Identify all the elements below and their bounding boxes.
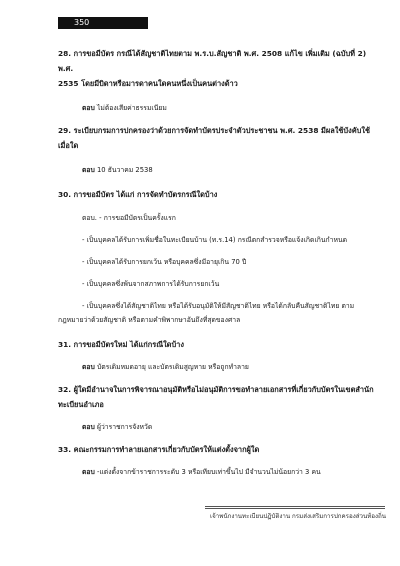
answer-30-bullet-1: - เป็นบุคคลได้รับการเพิ่มชื่อในทะเบียนบ้าน (ท.ร.14) กรณีตกสำรวจหรือแจ้งเกิดเกินกำหนด [82,236,348,244]
answer-33: ตอบ -แต่งตั้งจากข้าราชการระดับ 3 หรือเทียบเท่าขึ้นไป มีจำนวนไม่น้อยกว่า 3 คน [82,468,321,476]
question-32: 32. ผู้ใดมีอำนาจในการพิจารณาอนุมัติหรือไม่อนุมัติการขอทำลายเอกสารที่เกี่ยวกับบัตรในเขตสำนัก ทะเบียนอำเภอ [58,385,374,409]
answer-30-intro: ตอบ. - การขอมีบัตรเป็นครั้งแรก [82,214,176,222]
answer-30-bullet-3: - เป็นบุคคลซึ่งพ้นจากสภาพการได้รับการยกเว้น [82,280,220,288]
answer-32: ตอบ ผู้ว่าราชการจังหวัด [82,423,153,431]
answer-30-bullet-2: - เป็นบุคคลได้รับการยกเว้น หรือบุคคลซึ่งมีอายุเกิน 70 ปี [82,258,247,266]
answer-30-bullet-4: - เป็นบุคคลซึ่งได้สัญชาติไทย หรือได้รับอนุมัติให้มีสัญชาติไทย หรือได้กลับคืนสัญชาติไทย ตาม [82,302,355,310]
question-29: 29. ระเบียบกรมการปกครองว่าด้วยการจัดทำบัตรประจำตัวประชาชน พ.ศ. 2538 มีผลใช้บังคับใช้ เมื่อใด [58,126,370,150]
question-30: 30. การขอมีบัตร ได้แก่ การจัดทำบัตรกรณีใดบ้าง [58,190,218,199]
footer-divider [205,506,385,509]
document-body [58,46,378,479]
answer-29: ตอบ 10 ธันวาคม 2538 [82,166,153,174]
footer-text: เจ้าพนักงานทะเบียนปฏิบัติงาน กรมส่งเสริมการปกครองส่วนท้องถิ่น [210,513,386,520]
answer-28: ตอบ ไม่ต้องเสียค่าธรรมเนียม [82,104,167,112]
answer-31: ตอบ บัตรเดิมหมดอายุ และบัตรเดิมสูญหาย หรือถูกทำลาย [82,363,249,371]
question-31: 31. การขอมีบัตรใหม่ ได้แก่กรณีใดบ้าง [58,340,184,349]
page-number: 350 [74,18,90,27]
page-number-bar [58,17,148,29]
question-28: 28. การขอมีบัตร กรณีได้สัญชาติไทยตาม พ.ร.บ.สัญชาติ พ.ศ. 2508 แก้ไข เพิ่มเติม (ฉบับที่ 2) พ.ศ. 2535 โดยมีบิดาหรือมารดาคนใดคนหนึ่งเป็นคนต่างด้าว [58,49,367,88]
question-33: 33. คณะกรรมการทำลายเอกสารเกี่ยวกับบัตรให้แต่งตั้งจากผู้ใด [58,445,260,454]
answer-30-bullet-4-cont: กฎหมายว่าด้วยสัญชาติ หรือตามคำพิพากษาอันถึงที่สุดของศาล [58,316,241,324]
